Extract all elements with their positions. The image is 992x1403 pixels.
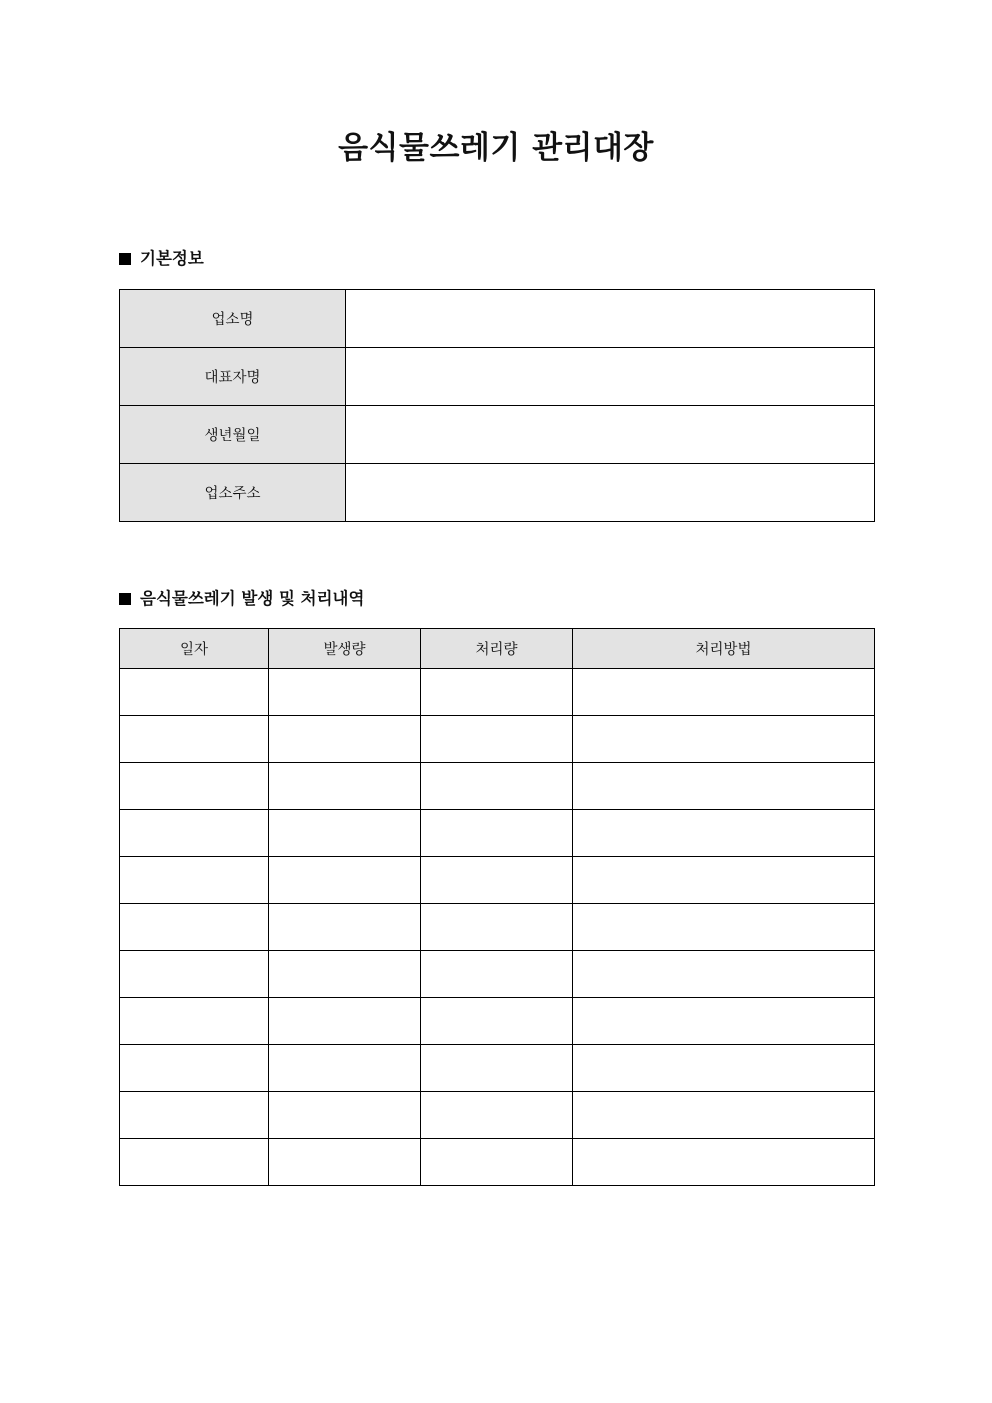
basic-info-value-business-address[interactable] bbox=[346, 464, 875, 522]
cell-processing-method[interactable] bbox=[573, 716, 875, 763]
cell-generated-amount[interactable] bbox=[269, 1092, 421, 1139]
cell-generated-amount[interactable] bbox=[269, 857, 421, 904]
basic-info-label-business-name: 업소명 bbox=[120, 290, 346, 348]
square-bullet-icon bbox=[119, 253, 131, 265]
cell-date[interactable] bbox=[120, 716, 269, 763]
table-row bbox=[120, 1139, 875, 1186]
cell-processing-method[interactable] bbox=[573, 1045, 875, 1092]
cell-generated-amount[interactable] bbox=[269, 810, 421, 857]
cell-date[interactable] bbox=[120, 810, 269, 857]
cell-processing-method[interactable] bbox=[573, 857, 875, 904]
waste-detail-table bbox=[119, 628, 875, 1186]
cell-processing-method[interactable] bbox=[573, 951, 875, 998]
cell-date[interactable] bbox=[120, 904, 269, 951]
cell-date[interactable] bbox=[120, 1092, 269, 1139]
basic-info-table-body bbox=[120, 290, 875, 522]
cell-date[interactable] bbox=[120, 998, 269, 1045]
table-row bbox=[120, 716, 875, 763]
cell-processing-method[interactable] bbox=[573, 1092, 875, 1139]
cell-date[interactable] bbox=[120, 669, 269, 716]
cell-processed-amount[interactable] bbox=[421, 810, 573, 857]
section-heading-waste-detail-label: 음식물쓰레기 발생 및 처리내역 bbox=[140, 589, 365, 608]
waste-detail-table-body bbox=[120, 669, 875, 1186]
cell-generated-amount[interactable] bbox=[269, 716, 421, 763]
table-row bbox=[120, 857, 875, 904]
cell-generated-amount[interactable] bbox=[269, 1045, 421, 1092]
column-header-generated-amount: 발생량 bbox=[269, 629, 421, 669]
column-header-date: 일자 bbox=[120, 629, 269, 669]
waste-detail-table-head bbox=[120, 629, 875, 669]
cell-processed-amount[interactable] bbox=[421, 857, 573, 904]
table-row bbox=[120, 1092, 875, 1139]
cell-generated-amount[interactable] bbox=[269, 951, 421, 998]
basic-info-value-business-name[interactable] bbox=[346, 290, 875, 348]
cell-date[interactable] bbox=[120, 1139, 269, 1186]
table-row bbox=[120, 348, 875, 406]
cell-generated-amount[interactable] bbox=[269, 904, 421, 951]
table-row bbox=[120, 998, 875, 1045]
cell-processing-method[interactable] bbox=[573, 998, 875, 1045]
basic-info-value-representative-name[interactable] bbox=[346, 348, 875, 406]
section-heading-basic-info-label: 기본정보 bbox=[140, 249, 204, 268]
table-header-row bbox=[120, 629, 875, 669]
basic-info-table bbox=[119, 289, 875, 522]
cell-date[interactable] bbox=[120, 951, 269, 998]
cell-generated-amount[interactable] bbox=[269, 1139, 421, 1186]
cell-generated-amount[interactable] bbox=[269, 763, 421, 810]
table-row bbox=[120, 290, 875, 348]
cell-generated-amount[interactable] bbox=[269, 998, 421, 1045]
table-row bbox=[120, 406, 875, 464]
page-title: 음식물쓰레기 관리대장 bbox=[338, 130, 654, 166]
cell-date[interactable] bbox=[120, 857, 269, 904]
cell-processed-amount[interactable] bbox=[421, 669, 573, 716]
cell-processing-method[interactable] bbox=[573, 904, 875, 951]
basic-info-label-birth-date: 생년월일 bbox=[120, 406, 346, 464]
cell-processed-amount[interactable] bbox=[421, 763, 573, 810]
cell-generated-amount[interactable] bbox=[269, 669, 421, 716]
cell-processed-amount[interactable] bbox=[421, 1092, 573, 1139]
square-bullet-icon bbox=[119, 593, 131, 605]
cell-processed-amount[interactable] bbox=[421, 904, 573, 951]
cell-processing-method[interactable] bbox=[573, 1139, 875, 1186]
cell-processing-method[interactable] bbox=[573, 669, 875, 716]
cell-date[interactable] bbox=[120, 1045, 269, 1092]
cell-processed-amount[interactable] bbox=[421, 1045, 573, 1092]
basic-info-label-business-address: 업소주소 bbox=[120, 464, 346, 522]
cell-date[interactable] bbox=[120, 763, 269, 810]
table-row bbox=[120, 1045, 875, 1092]
table-row bbox=[120, 810, 875, 857]
section-heading-basic-info bbox=[119, 249, 204, 269]
basic-info-value-birth-date[interactable] bbox=[346, 406, 875, 464]
table-row bbox=[120, 464, 875, 522]
table-row bbox=[120, 669, 875, 716]
cell-processed-amount[interactable] bbox=[421, 998, 573, 1045]
cell-processed-amount[interactable] bbox=[421, 716, 573, 763]
cell-processed-amount[interactable] bbox=[421, 1139, 573, 1186]
table-row bbox=[120, 763, 875, 810]
cell-processing-method[interactable] bbox=[573, 763, 875, 810]
table-row bbox=[120, 951, 875, 998]
table-row bbox=[120, 904, 875, 951]
column-header-processing-method: 처리방법 bbox=[573, 629, 875, 669]
basic-info-label-representative-name: 대표자명 bbox=[120, 348, 346, 406]
section-heading-waste-detail bbox=[119, 589, 364, 609]
cell-processed-amount[interactable] bbox=[421, 951, 573, 998]
column-header-processed-amount: 처리량 bbox=[421, 629, 573, 669]
cell-processing-method[interactable] bbox=[573, 810, 875, 857]
